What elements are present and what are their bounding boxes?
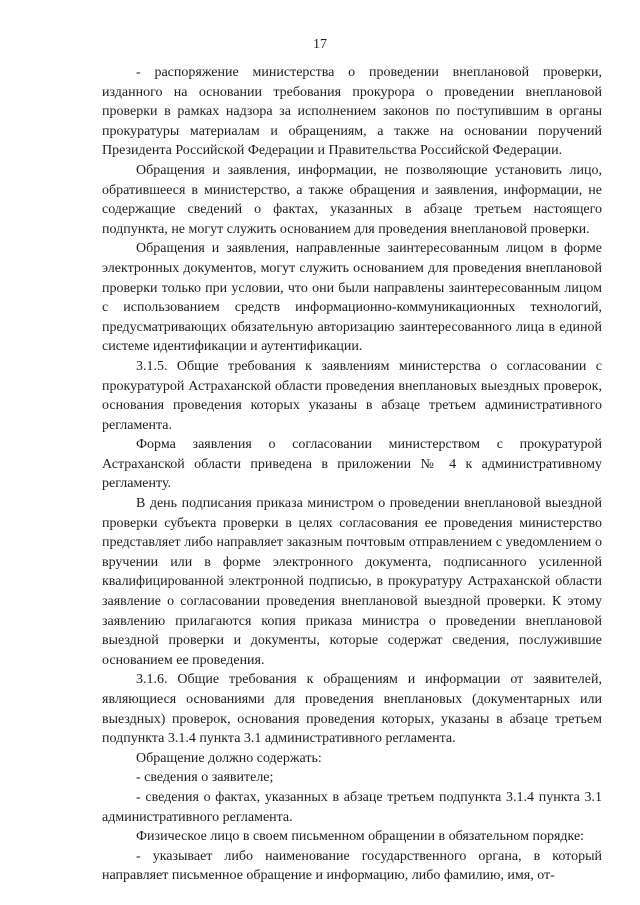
paragraph: - указывает либо наименование государственного органа, в который направляет письменное обращение и информацию, либо фамилию, имя, от-	[102, 848, 602, 884]
document-body	[102, 63, 602, 886]
page-number: 17	[313, 37, 327, 52]
paragraph: - сведения о заявителе;	[136, 770, 274, 786]
paragraph: Физическое лицо в своем письменном обращении в обязательном порядке:	[136, 829, 585, 845]
paragraph: - распоряжение министерства о проведении внеплановой проверки, изданного на основании требования прокурора о проведении внеплановой проверки в рамках надзора за исполнением законов по поступившим в органы прокуратуры материалам и обращениям, а также на основании поручений Президента Российской Федерации и Правительства Российской Федерации.	[102, 65, 602, 159]
paragraph: Обращения и заявления, направленные заинтересованным лицом в форме электронных документов, могут служить основанием для проведения внеплановой проверки только при условии, что они были направлены заинтересованным лицом с использованием средств информационно-коммуникационных технологий, предусматривающих обязательную авторизацию заинтересованного лица в единой системе идентификации и аутентификации.	[102, 241, 602, 355]
paragraph: Обращения и заявления, информации, не позволяющие установить лицо, обратившееся в министерство, а также обращения и заявления, информации, не содержащие сведений о фактах, указанных в абзаце третьем настоящего подпункта, не могут служить основанием для проведения внеплановой проверки.	[102, 162, 602, 237]
paragraph: Обращение должно содержать:	[136, 750, 322, 766]
paragraph: Форма заявления о согласовании министерством с прокуратурой Астраханской области приведена в приложении № 4 к административному регламенту.	[102, 437, 602, 492]
paragraph: 3.1.5. Общие требования к заявлениям министерства о согласовании с прокуратурой Астраханской области проведения внеплановых выездных проверок, основания проведения которых указаны в абзаце третьем административного регламента.	[102, 358, 602, 433]
paragraph: - сведения о фактах, указанных в абзаце третьем подпункта 3.1.4 пункта 3.1 административного регламента.	[102, 789, 602, 825]
paragraph: В день подписания приказа министром о проведении внеплановой выездной проверки субъекта проверки в целях согласования ее проведения министерство представляет либо направляет заказным почтовым отправлением с уведомлением о вручении или в форме электронного документа, подписанного усиленной квалифицированной электронной подписью, в прокуратуру Астраханской области заявление о согласовании проведения внеплановой выездной проверки. К этому заявлению прилагаются копия приказа министра о проведении внеплановой выездной проверки и документы, которые содержат сведения, послужившие основанием ее проведения.	[102, 496, 602, 668]
paragraph: 3.1.6. Общие требования к обращениям и информации от заявителей, являющиеся основаниями для проведения внеплановых (документарных или выездных) проверок, основания проведения которых, указаны в абзаце третьем подпункта 3.1.4 пункта 3.1 административного регламента.	[102, 672, 602, 747]
